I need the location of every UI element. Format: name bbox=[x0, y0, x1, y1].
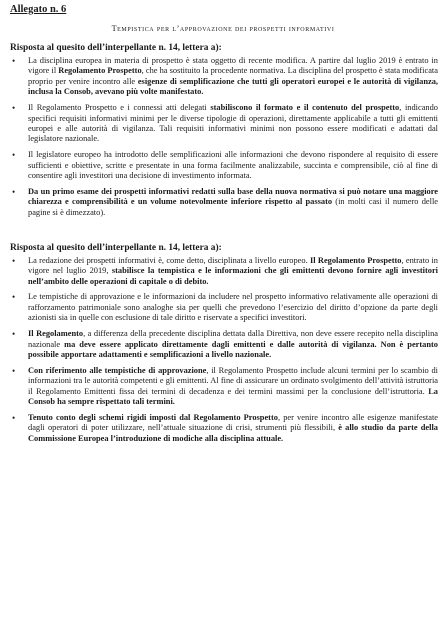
document-title: Tempistica per l’approvazione dei prospetti informativi bbox=[111, 24, 335, 33]
bold-text-run: esigenze di semplificazione che tutti gli operatori europei e le autorità di vigilanza, inclusa la Consob, avevano più volte manifestato. bbox=[28, 76, 438, 97]
paragraph-text bbox=[28, 292, 438, 322]
paragraph-text bbox=[28, 256, 438, 286]
list-item bbox=[8, 329, 438, 360]
text-run: , che ha sostituito la procedente normativa. La disciplina del prospetto è stata modificata proprio per venire incontro alle bbox=[28, 66, 438, 86]
list-item bbox=[8, 413, 438, 444]
paragraph-text bbox=[28, 366, 438, 406]
section-spacer bbox=[8, 224, 438, 243]
list-item bbox=[8, 366, 438, 408]
text-run: (in molti casi il numero delle pagine si è dimezzato). bbox=[28, 197, 438, 217]
answer-section-2 bbox=[8, 243, 438, 445]
text-run: Le tempistiche di approvazione e le informazioni da includere nel prospetto informativo relativamente alle operazioni di rafforzamento patrimoniale sono analoghe sia per quelli che prevedono l’esercizio del diritto d’opzione da parte degli azionisti sia in quelle con esclusione di tale diritto e riservate a specifici investitori. bbox=[28, 292, 438, 323]
list-item bbox=[8, 256, 438, 287]
bold-text-run: Il Regolamento bbox=[28, 329, 84, 339]
bullet-icon: • bbox=[12, 329, 16, 340]
bullet-list bbox=[8, 56, 438, 218]
section-heading: Risposta al quesito dell’interpellante n. 14, lettera a): bbox=[10, 43, 222, 53]
text-run: , per venire incontro alle esigenze manifestate dagli operatori di poter utilizzare, nell’attuale situazione di crisi, strumenti più flessibili, bbox=[28, 412, 439, 433]
list-item bbox=[8, 187, 438, 218]
paragraph-text bbox=[28, 150, 438, 180]
bold-text-run: stabilisce la tempistica e le informazioni che gli emittenti devono fornire agli investitori nell’ambito delle operazioni di capitale o di debito. bbox=[28, 266, 438, 286]
bullet-icon: • bbox=[12, 56, 16, 66]
bold-text-run: è allo studio da parte della Commissione Europea l’introduzione di modiche alla disciplina attuale. bbox=[28, 423, 438, 443]
bold-text-run: Da un primo esame dei prospetti informativi redatti sulla base della nuova normativa si può notare una maggiore chiarezza e comprensibilità e un volume notevolmente inferiore rispetto al passato bbox=[28, 186, 438, 207]
section-heading: Risposta al quesito dell’interpellante n. 14, lettera a): bbox=[10, 242, 222, 253]
bold-text-run: Con riferimento alle tempistiche di approvazione bbox=[28, 365, 207, 375]
bullet-icon: • bbox=[12, 150, 16, 161]
paragraph-text bbox=[28, 187, 438, 217]
bullet-icon: • bbox=[12, 292, 16, 303]
attachment-number: Allegato n. 6 bbox=[10, 4, 67, 15]
bold-text-run: Tenuto conto degli schemi rigidi imposti dal Regolamento Prospetto bbox=[28, 412, 278, 422]
bold-text-run: ma deve essere applicato direttamente dagli emittenti e dalle autorità di vigilanza. Non è pertanto possibile apportare adattamenti e semplificazioni a livello nazionale. bbox=[28, 339, 438, 359]
bullet-list bbox=[8, 256, 438, 445]
text-run: , entrato in vigore nel luglio 2019, bbox=[28, 255, 438, 276]
text-run: , a differenza della precedente disciplina dettata dalla Direttiva, non deve essere recepito nella disciplina nazionale bbox=[28, 329, 438, 349]
text-run: Il legislatore europeo ha introdotto delle semplificazioni alle informazioni che devono rispondere al requisito di essere sufficienti e obiettive, scritte e presentate in una forma facilmente analizzabile, succinta e comprensibile, ciò al fine di consentire agli investitori una decisione di investimento informata. bbox=[28, 150, 438, 181]
paragraph-text bbox=[28, 103, 438, 143]
bullet-icon: • bbox=[12, 255, 16, 266]
bullet-icon: • bbox=[12, 186, 16, 197]
bold-text-run: La Consob ha sempre rispettato tali termini. bbox=[28, 386, 438, 407]
text-run: Il Regolamento Prospetto e i connessi atti delegati bbox=[28, 103, 211, 113]
bullet-icon: • bbox=[12, 412, 16, 423]
bullet-icon: • bbox=[12, 365, 16, 376]
list-item bbox=[8, 150, 438, 181]
list-item bbox=[8, 292, 438, 323]
bold-text-run: Il Regolamento Prospetto bbox=[310, 255, 402, 265]
paragraph-text bbox=[28, 413, 438, 443]
text-run: , il Regolamento Prospetto include alcuni termini per lo scambio di informazioni tra le autorità competenti e gli emittenti. Al fine di assicurare un ordinato svolgimento dell’attività istruttoria il Regolamento Emittenti fissa dei termini di decadenza e dei termini massimi per la conclusione dell’istruttoria. bbox=[28, 365, 438, 396]
paragraph-text bbox=[28, 329, 438, 359]
list-item bbox=[8, 103, 438, 145]
text-run: La redazione dei prospetti informativi è, come detto, disciplinata a livello europeo. bbox=[28, 255, 310, 265]
answer-section-1 bbox=[8, 43, 438, 218]
list-item bbox=[8, 56, 438, 98]
text-run: , indicando specifici requisiti informativi minimi per le diverse tipologie di operazioni, direttamente applicabile a tutti gli emittenti europei e alle autorità di vigilanza. Tali requisiti informativi minimi non possono essere modificati e adattati dal legislatore nazionale. bbox=[28, 103, 438, 144]
bold-text-run: Regolamento Prospetto bbox=[58, 66, 142, 76]
bold-text-run: stabiliscono il formato e il contenuto del prospetto bbox=[210, 103, 400, 113]
paragraph-text bbox=[28, 56, 438, 96]
bullet-icon: • bbox=[12, 103, 16, 114]
text-run: La disciplina europea in materia di prospetto è stata oggetto di recente modifica. A partire dal luglio 2019 è entrato in vigore il bbox=[28, 56, 438, 76]
